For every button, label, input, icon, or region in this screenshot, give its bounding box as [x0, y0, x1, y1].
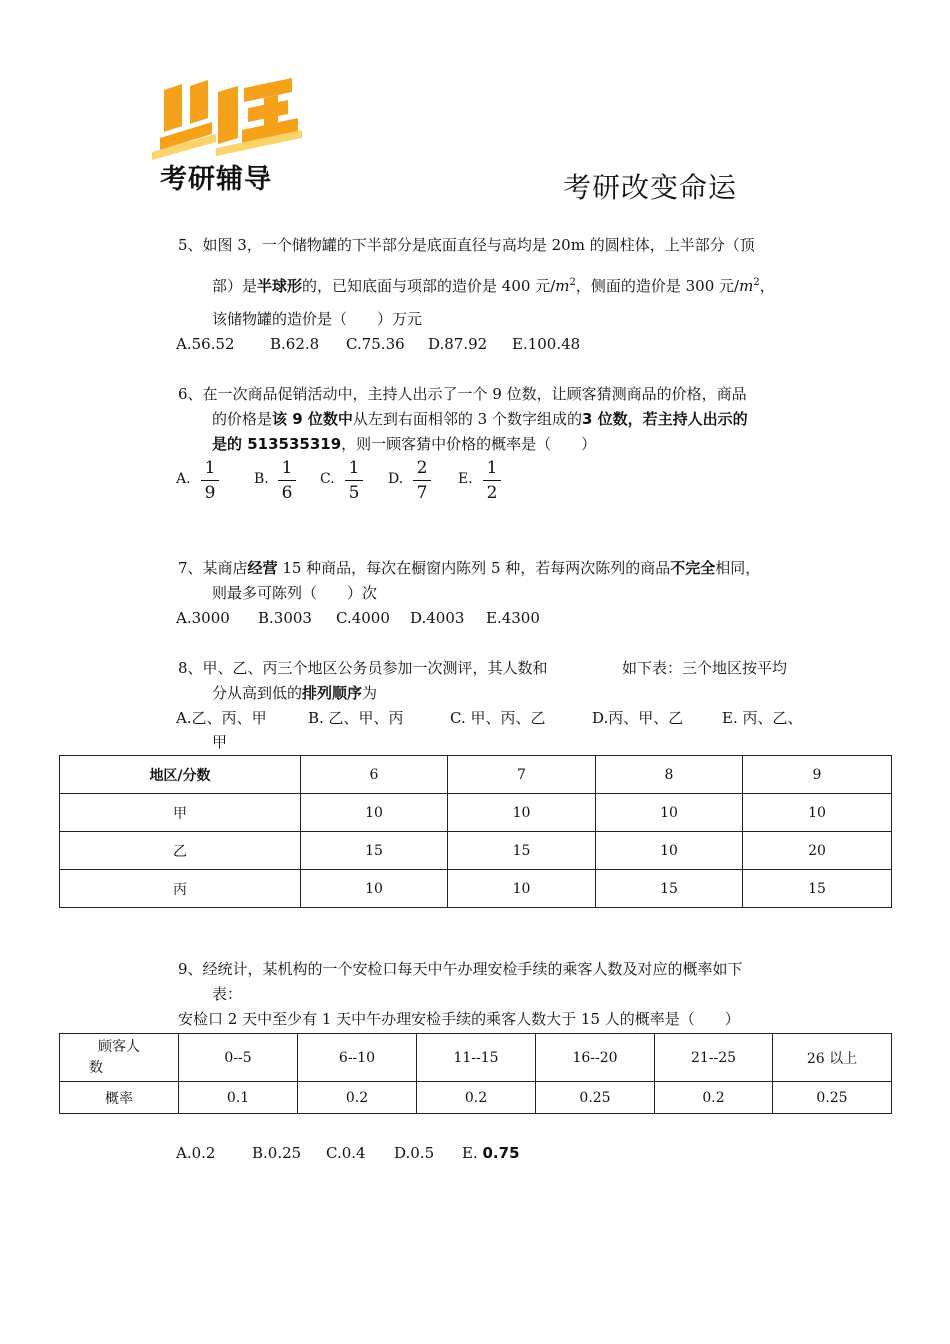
table-row — [60, 1082, 892, 1114]
table-header-cell: 顾客人 数 — [60, 1034, 179, 1082]
q7-option-b: B.3003 — [258, 609, 312, 627]
table-header-cell: 0--5 — [179, 1034, 298, 1082]
table-cell: 0.25 — [536, 1082, 655, 1114]
q8-line-1a: 8、甲、乙、丙三个地区公务员参加一次测评，其人数和 — [178, 659, 548, 677]
q8-option-d: D.丙、甲、乙 — [592, 709, 684, 727]
table-cell: 丙 — [60, 870, 301, 908]
table-cell: 10 — [301, 870, 448, 908]
q9-option-c: C.0.4 — [326, 1144, 366, 1162]
q8-option-a: A.乙、丙、甲 — [176, 709, 267, 727]
table-cell: 概率 — [60, 1082, 179, 1114]
q5-line-2: 部）是半球形的，已知底面与项部的造价是 400 元$/m^2$，侧面的造价是 300 元$/m^2$， — [212, 277, 775, 295]
table-header-cell: 21--25 — [655, 1034, 773, 1082]
table-cell: 10 — [743, 794, 892, 832]
table-cell: 10 — [596, 832, 743, 870]
q8-option-e: E. 丙、乙、 — [722, 709, 803, 727]
q9-probability-table — [59, 1033, 892, 1114]
q8-option-b: B. 乙、甲、丙 — [308, 709, 404, 727]
q8-option-e-wrap: 甲 — [212, 733, 228, 751]
q6-option-b-fraction: 1 6 — [277, 458, 297, 503]
q7-option-c: C.4000 — [336, 609, 390, 627]
q9-line-1: 9、经统计，某机构的一个安检口每天中午办理安检手续的乘客人数及对应的概率如下 — [178, 960, 743, 978]
table-header-cell: 9 — [743, 756, 892, 794]
q7-option-e: E.4300 — [486, 609, 540, 627]
q5-line-1: 5、如图 3，一个储物罐的下半部分是底面直径与高均是 20m 的圆柱体，上半部分（顶 — [178, 236, 755, 254]
table-cell: 10 — [596, 794, 743, 832]
q6-option-e-fraction: 1 2 — [482, 458, 502, 503]
table-row — [60, 794, 892, 832]
table-header-cell: 16--20 — [536, 1034, 655, 1082]
table-cell: 10 — [301, 794, 448, 832]
q6-option-d-fraction: 2 7 — [412, 458, 432, 503]
table-cell: 甲 — [60, 794, 301, 832]
q6-line-3: 是的 513535319，则一顾客猜中价格的概率是（ ） — [212, 435, 597, 453]
q7-option-d: D.4003 — [410, 609, 465, 627]
table-cell: 15 — [596, 870, 743, 908]
table-row — [60, 832, 892, 870]
table-header-cell: 地区/分数 — [60, 756, 301, 794]
q7-line-2: 则最多可陈列（ ）次 — [212, 584, 378, 602]
table-cell: 15 — [301, 832, 448, 870]
q6-option-e-label: E. — [458, 471, 473, 487]
table-header-cell: 7 — [448, 756, 596, 794]
q9-line-2: 表： — [212, 985, 243, 1003]
table-cell: 0.25 — [773, 1082, 892, 1114]
q9-option-a: A.0.2 — [176, 1144, 216, 1162]
table-header-row — [60, 756, 892, 794]
q7-option-a: A.3000 — [176, 609, 230, 627]
q9-line-3: 安检口 2 天中至少有 1 天中午办理安检手续的乘客人数大于 15 人的概率是（ ） — [178, 1010, 740, 1028]
table-cell: 0.2 — [298, 1082, 417, 1114]
q5-option-b: B.62.8 — [270, 335, 320, 353]
table-header-cell: 8 — [596, 756, 743, 794]
table-header-row — [60, 1034, 892, 1082]
table-cell: 0.2 — [655, 1082, 773, 1114]
q6-option-c-label: C. — [320, 471, 335, 487]
q5-option-a: A.56.52 — [176, 335, 235, 353]
q6-option-d-label: D. — [388, 471, 404, 487]
table-cell: 0.2 — [417, 1082, 536, 1114]
q6-option-a-label: A. — [176, 471, 191, 487]
q5-option-d: D.87.92 — [428, 335, 488, 353]
table-header-cell: 6--10 — [298, 1034, 417, 1082]
q5-line-3: 该储物罐的造价是（ ）万元 — [212, 310, 423, 328]
q6-option-c-fraction: 1 5 — [344, 458, 364, 503]
table-cell: 10 — [448, 794, 596, 832]
q6-option-a-fraction: 1 9 — [200, 458, 220, 503]
q5-option-e: E.100.48 — [512, 335, 581, 353]
logo-text: 考研辅导 — [160, 164, 272, 195]
table-cell: 15 — [743, 870, 892, 908]
q8-line-1b: 如下表：三个地区按平均 — [622, 659, 788, 677]
q8-line-2: 分从高到低的排列顺序为 — [212, 684, 378, 702]
table-header-cell: 11--15 — [417, 1034, 536, 1082]
table-cell: 20 — [743, 832, 892, 870]
q8-option-c: C. 甲、丙、乙 — [450, 709, 546, 727]
q9-option-e: E. 0.75 — [462, 1144, 520, 1162]
q8-score-table — [59, 755, 892, 908]
q6-option-b-label: B. — [254, 471, 269, 487]
q7-line-1: 7、某商店经营 15 种商品，每次在橱窗内陈列 5 种，若每两次陈列的商品不完全相同， — [178, 559, 761, 577]
q5-option-c: C.75.36 — [346, 335, 405, 353]
table-cell: 15 — [448, 832, 596, 870]
q6-line-1: 6、在一次商品促销活动中，主持人出示了一个 9 位数，让顾客猜测商品的价格，商品 — [178, 385, 747, 403]
q9-option-b: B.0.25 — [252, 1144, 302, 1162]
header-motto: 考研改变命运 — [563, 171, 738, 204]
table-cell: 0.1 — [179, 1082, 298, 1114]
table-header-cell: 6 — [301, 756, 448, 794]
table-cell: 乙 — [60, 832, 301, 870]
table-cell: 10 — [448, 870, 596, 908]
q6-line-2: 的价格是该 9 位数中从左到右面相邻的 3 个数字组成的3 位数，若主持人出示的 — [212, 410, 748, 428]
table-header-cell: 26 以上 — [773, 1034, 892, 1082]
table-row — [60, 870, 892, 908]
q9-option-d: D.0.5 — [394, 1144, 435, 1162]
